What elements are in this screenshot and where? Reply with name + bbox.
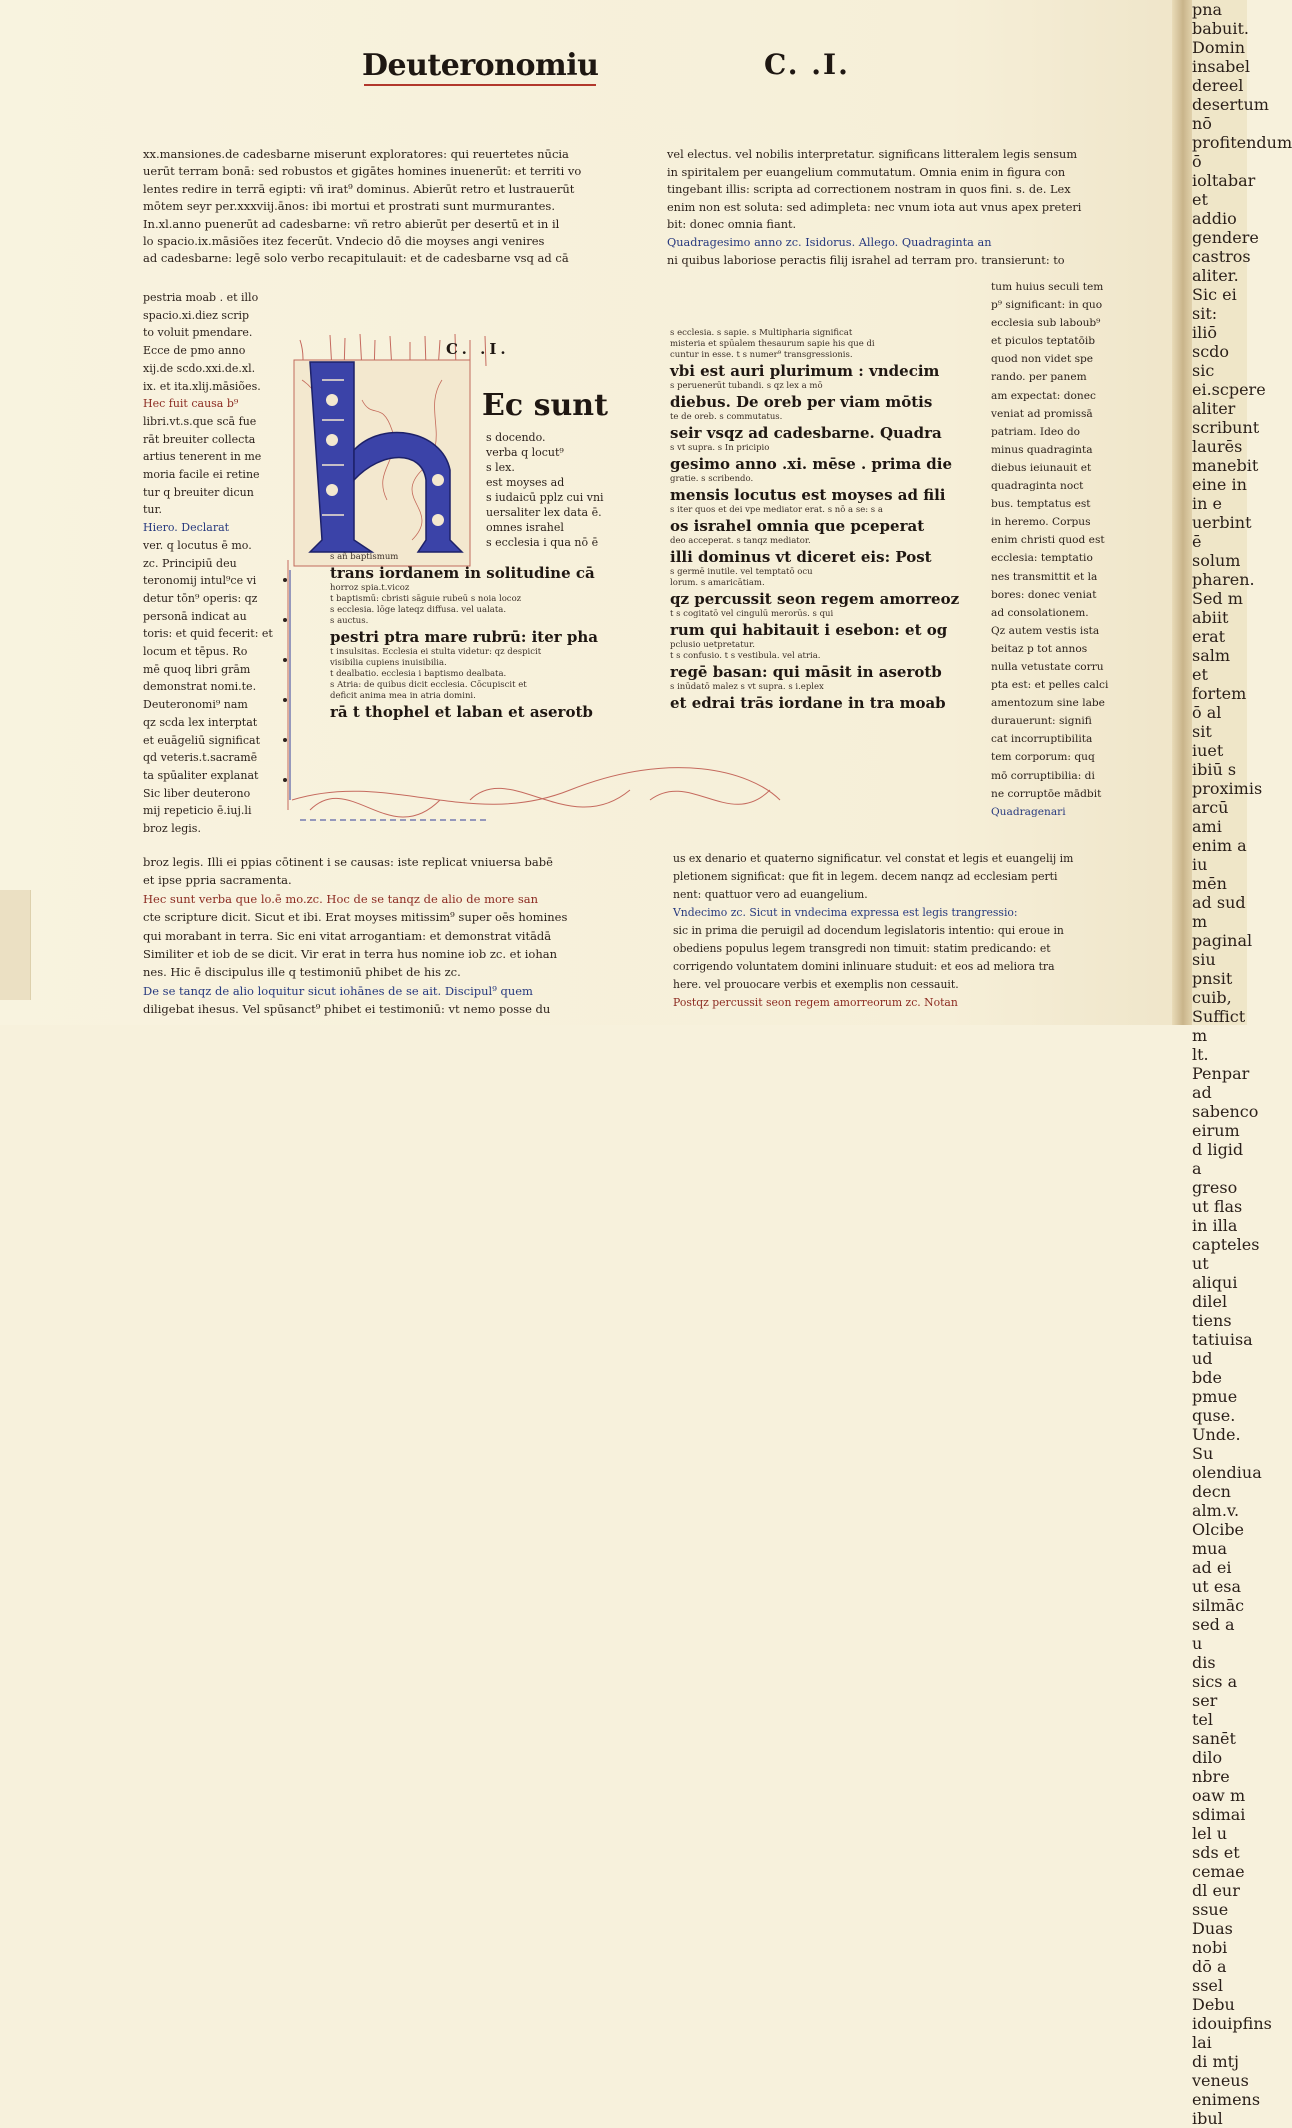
next-page-fragment — [1192, 0, 1292, 2128]
next-page-line: laurēs manebit — [1192, 437, 1259, 475]
text-line: locum et tēpus. Ro — [143, 645, 248, 659]
next-page-line: gendere castros — [1192, 228, 1259, 266]
text-line: pta est: et pelles calci — [991, 679, 1109, 692]
decorated-initial-h — [292, 340, 472, 570]
text-line: Quadragesimo anno zc. Isidorus. Allego. Quadraginta an — [667, 235, 992, 249]
text-line: qz scda lex interptat — [143, 715, 258, 729]
book-gutter — [1172, 0, 1194, 1025]
next-page-line: ut aliqui dilel — [1192, 1254, 1238, 1311]
text-line: bit: donec omnia fiant. — [667, 218, 797, 232]
text-line: nes transmittit et la — [991, 570, 1098, 583]
text-line: visibilia cupiens inuisibilia. — [330, 658, 447, 668]
text-line: gratie. s scribendo. — [670, 474, 754, 484]
text-line: s ecclesia. s sapie. s Multipharia significat — [670, 328, 853, 338]
text-line: minus quadraginta — [991, 443, 1093, 456]
next-page-line: lt. Penpar — [1192, 1045, 1250, 1083]
manuscript-page — [0, 0, 1185, 1025]
text-line: nulla vetustate corru — [991, 660, 1104, 673]
next-page-line: et fortem ō al — [1192, 665, 1247, 722]
text-line: rāt breuiter collecta — [143, 432, 256, 446]
text-line: t s cogitatō vel cingulū merorūs. s qui — [670, 609, 834, 619]
left-column-bottom-text — [143, 853, 601, 1019]
text-line: t baptismū: cbristi sāguie rubeū s noia locoz — [330, 594, 522, 604]
next-page-line: sic ei.scpere — [1192, 361, 1266, 399]
text-line: obediens populus legem transgredi non timuit: statim predicando: et — [673, 942, 1051, 955]
text-line: mij repeticio ē.iuj.li — [143, 804, 252, 818]
next-page-line: dl eur ssue — [1192, 1881, 1240, 1919]
text-line: te de oreb. s commutatus. — [670, 412, 783, 422]
next-page-line: profitendum ō — [1192, 133, 1292, 171]
text-line: libri.vt.s.que scā fue — [143, 414, 257, 428]
text-line: os israhel omnia que pceperat — [670, 517, 925, 535]
text-line: tur q breuiter dicun — [143, 485, 254, 499]
text-line: regē basan: qui māsit in aserotb — [670, 663, 942, 681]
text-line: pestria moab . et illo — [143, 291, 259, 304]
text-line: durauerunt: signifi — [991, 715, 1092, 728]
text-line: Deuteronomi⁹ nam — [143, 698, 248, 712]
text-line: deo acceperat. s tanqz mediator. — [670, 536, 811, 546]
next-page-line: pna babuit. — [1192, 0, 1249, 38]
next-page-line: Domin — [1192, 38, 1246, 57]
running-title: Deuteronomiu — [362, 48, 599, 83]
text-line: sic in prima die peruigil ad docendum legislatoris intentio: qui eroue in — [673, 924, 1064, 937]
text-line: Hec sunt verba que lo.ē mo.zc. Hoc de se tanqz de alio de more san — [143, 891, 539, 906]
text-line: tingebant illis: scripta ad correctionem nostram in quos fini. s. de. Lex — [667, 183, 1071, 197]
text-line: xx.mansiones.de cadesbarne miserunt exploratores: qui reuertetes nūcia — [143, 147, 569, 161]
text-line: enim non est soluta: sed adimpleta: nec vnum iota aut vnus apex preteri — [667, 200, 1082, 214]
text-line: misteria et spūalem thesaurum sapie his que di — [670, 339, 875, 349]
text-line: ta spūaliter explanat — [143, 768, 259, 782]
text-line: t dealbatio. ecclesia i baptismo dealbata. — [330, 669, 507, 679]
next-page-line: sds et cemae — [1192, 1843, 1245, 1881]
text-line: broz legis. Illi ei ppias cōtinent i se causas: iste replicat vniuersa babē — [143, 855, 553, 869]
next-page-line: sdimai lel u — [1192, 1805, 1246, 1843]
next-page-line: alm.v. — [1192, 1501, 1240, 1520]
text-line: mōtem seyr per.xxxviij.ānos: ibi mortui et prostrati sunt murmurantes. — [143, 199, 555, 214]
text-line: pletionem significat: que fit in legem. decem nanqz ad ecclesiam perti — [673, 870, 1058, 883]
next-page-line: Suffict m — [1192, 1007, 1246, 1045]
text-line: mō corruptibilia: di — [991, 769, 1095, 782]
text-line: t insulsitas. Ecclesia ei stulta videtur: qz despicit — [330, 647, 542, 657]
text-line: deficit anima mea in atria domini. — [330, 691, 476, 701]
text-line: lo spacio.ix.māsiões itez fecerūt. Vndecio dō die moyses angi venires — [143, 234, 545, 249]
text-line: patriam. Ideo do — [991, 425, 1081, 438]
text-line: p⁹ significant: in quo — [991, 299, 1103, 312]
text-line: rum qui habitauit i esebon: et og — [670, 621, 948, 639]
text-line: Hec fuit causa b⁹ — [143, 397, 239, 411]
text-line: s auctus. — [330, 616, 369, 626]
text-line: ad consolationem. — [991, 606, 1089, 619]
text-line: quadraginta noct — [991, 480, 1084, 493]
text-line: nes. Hic ē discipulus ille q testimoniū phibet de his zc. — [143, 965, 461, 980]
text-line: Quadragenari — [991, 805, 1066, 818]
text-line: s germē inutile. vel temptatō ocu — [670, 567, 813, 577]
text-line: uerūt terram bonā: sed robustos et gigātes homines inuenerūt: et territi vo — [143, 164, 582, 179]
text-line: toris: et quid fecerit: et — [143, 627, 273, 641]
next-page-line: in illa capteles — [1192, 1216, 1260, 1254]
text-line: est moyses ad — [486, 476, 565, 489]
text-line: horroz spia.t.vicoz — [330, 583, 410, 593]
text-line: s vt supra. s In pricipio — [670, 443, 770, 453]
text-line: Hiero. Declarat — [143, 521, 230, 535]
text-line: et piculos teptatōib — [991, 335, 1096, 348]
text-line: enim christi quod est — [991, 534, 1105, 547]
next-page-line: tiens tatiuisa — [1192, 1311, 1253, 1349]
next-page-line: desertum nō — [1192, 95, 1269, 133]
text-line: qd veteris.t.sacramē — [143, 751, 258, 765]
text-line: bus. temptatus est — [991, 498, 1091, 511]
text-line: uersaliter lex data ē. — [486, 506, 602, 519]
next-page-line: greso ut flas — [1192, 1178, 1243, 1216]
text-line: pclusio uetpretatur. — [670, 640, 755, 650]
initial-chapter-label: C. .I. — [446, 340, 510, 358]
left-column-top-text — [143, 146, 598, 268]
text-line: to voluit pmendare. — [143, 326, 253, 340]
text-line: corrigendo voluntatem domini inlinuare studuit: et eos ad meliora tra — [673, 960, 1055, 973]
center-text-with-gloss — [330, 552, 630, 722]
text-line: verba q locut⁹ — [486, 446, 564, 459]
text-line: illi dominus vt diceret eis: Post — [670, 548, 932, 566]
next-page-line: dis sics a ser — [1192, 1653, 1238, 1710]
text-line: gesimo anno .xi. mēse . prima die — [670, 455, 953, 473]
next-page-line: eirum d ligid a — [1192, 1121, 1244, 1178]
text-line: broz legis. — [143, 822, 201, 836]
text-line: In.xl.anno puenerūt ad cadesbarne: vñ retro abierūt per desertū et in il — [143, 216, 560, 231]
right-column-narrow-text — [991, 278, 1111, 821]
text-line: cuntur in esse. t s numer⁹ transgressionis. — [670, 350, 853, 360]
text-line: tem corporum: quq — [991, 751, 1095, 764]
text-line: cat incorruptibilita — [991, 733, 1093, 746]
next-page-line: insabel dereel — [1192, 57, 1250, 95]
text-line: s inūdatō malez s vt supra. s i.eplex — [670, 682, 824, 692]
chapter-heading: C. .I. — [764, 48, 850, 81]
next-page-line: ioltabar et addio — [1192, 171, 1256, 228]
text-line: ad cadesbarne: legē solo verbo recapitulauit: et de cadesbarne vsq ad cā — [143, 251, 569, 266]
text-line: s ecclesia. lōge lateqz diffusa. vel ualata. — [330, 605, 507, 615]
text-line: s peruenerūt tubandi. s qz lex a mō — [670, 381, 823, 391]
text-line: De se tanqz de alio loquitur sicut iohānes de se ait. Discipul⁹ quem — [143, 983, 533, 998]
next-page-line: idouipfins lai — [1192, 2014, 1272, 2052]
next-page-line: ami enim a iu — [1192, 817, 1247, 874]
next-page-line: eine in in e — [1192, 475, 1247, 513]
next-page-line: quse. Unde. Su — [1192, 1406, 1241, 1463]
text-line: vbi est auri plurimum : vndecim — [670, 362, 940, 380]
next-page-line: ud bde pmue — [1192, 1349, 1238, 1406]
next-page-line: aliter. Sic ei — [1192, 266, 1239, 304]
text-line: ver. q locutus ē mo. — [143, 538, 252, 552]
text-line: s añ baptismum — [330, 552, 399, 562]
text-line: xij.de scdo.xxi.de.xl. — [143, 361, 256, 375]
next-page-line: di mtj veneus — [1192, 2052, 1249, 2090]
next-page-line: nbre oaw m — [1192, 1767, 1246, 1805]
text-line: t s confusio. t s vestibula. vel atria. — [670, 651, 821, 661]
next-page-line: olendiua decn — [1192, 1463, 1262, 1501]
text-line: us ex denario et quaterno significatur. vel constat et legis et euangelij im — [673, 852, 1074, 865]
text-line: demonstrat nomi.te. — [143, 680, 257, 694]
text-line: amentozum sine labe — [991, 697, 1105, 710]
text-line: pestri ptra mare rubrū: iter pha — [330, 628, 599, 646]
text-line: omnes israhel — [486, 521, 564, 534]
text-line: Qz autem vestis ista — [991, 624, 1100, 637]
text-line: in spiritalem per euangelium commutatum. Omnia enim in figura con — [667, 165, 1066, 179]
next-page-line: enimens ibul — [1192, 2090, 1261, 2128]
next-page-line: proximis arcū — [1192, 779, 1263, 817]
next-page-line: Olcibe mua — [1192, 1520, 1245, 1558]
text-line: teronomij intul⁹ce vi — [143, 574, 257, 588]
text-line: quod non videt spe — [991, 353, 1094, 366]
next-page-line: mēn ad sud m — [1192, 874, 1246, 931]
next-page-line: ad sabenco — [1192, 1083, 1259, 1121]
text-line: nent: quattuor vero ad euangelium. — [673, 888, 868, 901]
text-line: bores: donec veniat — [991, 588, 1097, 601]
text-line: rando. per panem — [991, 371, 1087, 384]
text-line: ni quibus laboriose peractis filij israhel ad terram pro. transierunt: to — [667, 253, 1065, 267]
next-page-line: dō a ssel Debu — [1192, 1957, 1235, 2014]
text-line: s iudaicū pplz cui vni — [486, 491, 604, 504]
paper-tab — [0, 890, 31, 1000]
next-page-line: ad ei ut esa — [1192, 1558, 1242, 1596]
next-page-line: aliter scribunt — [1192, 399, 1260, 437]
text-line: qui morabant in terra. Sic eni vitat arrogantiam: et demonstrat vitādā — [143, 928, 552, 943]
next-page-line: uerbint ē solum — [1192, 513, 1252, 570]
text-line: s docendo. — [486, 431, 546, 444]
text-line: rā t thophel et laban et aserotb — [330, 703, 593, 721]
text-line: ecclesia sub laboub⁹ — [991, 317, 1101, 330]
text-line: trans iordanem in solitudine cā — [330, 564, 595, 582]
text-line: mensis locutus est moyses ad fili — [670, 486, 946, 504]
next-page-line: sit: iliō scdo — [1192, 304, 1230, 361]
next-page-line: sit iuet ibiū s — [1192, 722, 1237, 779]
next-page-line: pnsit cuib, — [1192, 969, 1233, 1007]
next-page-line: paginal siu — [1192, 931, 1253, 969]
text-line: vel electus. vel nobilis interpretatur. significans litteralem legis sensum — [667, 148, 1078, 161]
text-line: diebus. De oreb per viam mōtis — [670, 393, 933, 411]
text-line: here. vel prouocare verbis et exemplis non cessauit. — [673, 978, 959, 991]
text-line: s iter quos et dei vpe mediator erat. s nō a se: s a — [670, 505, 883, 515]
incipit-gloss — [486, 430, 616, 550]
text-line: mē quoq libri grām — [143, 662, 251, 676]
next-page-line: silmāc sed a u — [1192, 1596, 1245, 1653]
text-line: zc. Principiū deu — [143, 556, 237, 570]
text-line: et edrai trās iordane in tra moab — [670, 694, 946, 712]
text-line: Ecce de pmo anno — [143, 344, 246, 358]
text-line: detur tōn⁹ operis: qz — [143, 591, 258, 605]
right-column-bottom-text — [673, 850, 1118, 1012]
text-line: et euāgeliū significat — [143, 733, 261, 747]
right-column-top-text — [667, 146, 1109, 269]
text-line: lorum. s amaricātiam. — [670, 578, 765, 588]
text-line: lentes redire in terrā egipti: vñ irat⁹ dominus. Abierūt retro et lustrauerūt — [143, 181, 575, 196]
text-line: tum huius seculi tem — [991, 281, 1104, 293]
text-line: veniat ad promissā — [991, 407, 1093, 420]
text-line: am expectat: donec — [991, 389, 1096, 402]
incipit-text: Ec sunt — [482, 388, 608, 423]
text-line: ix. et ita.xlij.māsiões. — [143, 379, 261, 393]
next-page-line: abiit erat salm — [1192, 608, 1231, 665]
text-line: qz percussit seon regem amorreoz — [670, 590, 960, 608]
text-line: et ipse ppria sacramenta. — [143, 873, 292, 888]
text-line: Sic liber deuterono — [143, 786, 251, 800]
text-line: Vndecimo zc. Sicut in vndecima expressa est legis trangressio: — [673, 906, 1018, 919]
text-line: s Atria: de quibus dicit ecclesia. Cōcupiscit et — [330, 680, 527, 690]
left-column-narrow-text — [143, 289, 283, 838]
text-line: diebus ieiunauit et — [991, 461, 1092, 474]
text-line: beitaz p tot annos — [991, 642, 1088, 655]
text-line: cte scripture dicit. Sicut et ibi. Erat moyses mitissim⁹ super oēs homines — [143, 910, 568, 925]
text-line: moria facile ei retine — [143, 468, 260, 482]
text-line: ecclesia: temptatio — [991, 552, 1093, 565]
text-line: Similiter et iob de se dicit. Vir erat in terra hus nomine iob zc. et iohan — [143, 947, 558, 962]
text-line: seir vsqz ad cadesbarne. Quadra — [670, 424, 942, 442]
text-line: artius tenerent in me — [143, 450, 262, 464]
text-line: s ecclesia i qua nō ē — [486, 536, 599, 549]
text-line: in heremo. Corpus — [991, 516, 1091, 529]
next-page-line: pharen. Sed m — [1192, 570, 1255, 608]
text-line: spacio.xi.diez scrip — [143, 308, 250, 322]
text-line: Postqz percussit seon regem amorreorum zc. Notan — [673, 996, 958, 1009]
interlinear-gloss-right — [670, 328, 970, 713]
text-line: diligebat ihesus. Vel spūsanct⁹ phibet ei testimoniū: vt nemo posse du — [143, 1002, 551, 1017]
text-line: ne corruptōe mādbit — [991, 787, 1102, 800]
text-line: personā indicat au — [143, 609, 247, 623]
next-page-line: tel sanēt dilo — [1192, 1710, 1236, 1767]
text-line: s lex. — [486, 461, 515, 474]
text-line: tur. — [143, 503, 163, 517]
next-page-line: Duas nobi — [1192, 1919, 1233, 1957]
